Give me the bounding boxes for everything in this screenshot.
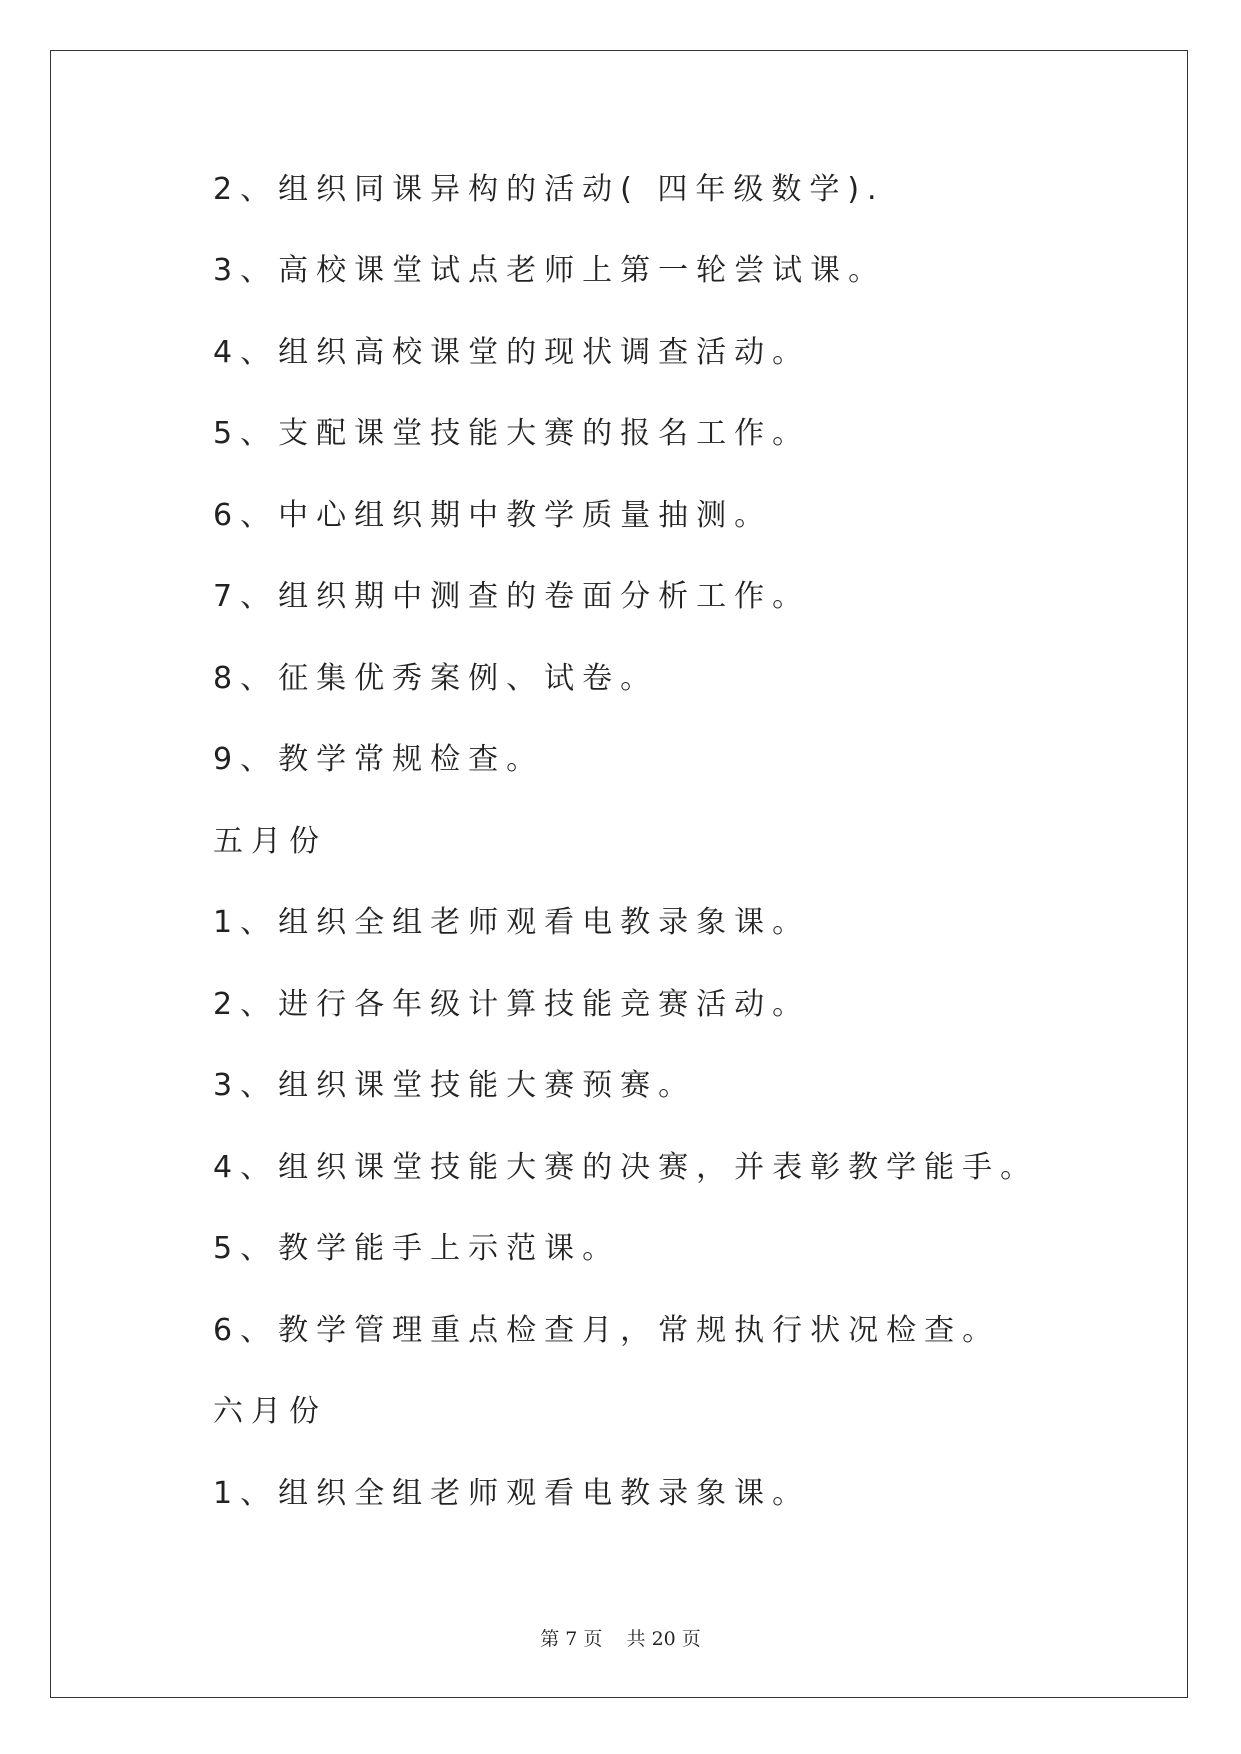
list-item: 5、支配课堂技能大赛的报名工作。 [213,416,811,451]
list-item: 6、教学管理重点检查月，常规执行状况检查。 [213,1313,1001,1348]
list-item: 4、组织高校课堂的现状调查活动。 [213,335,811,370]
list-item: 1、组织全组老师观看电教录象课。 [213,905,811,940]
list-item: 2、进行各年级计算技能竞赛活动。 [213,987,811,1022]
list-item: 5、教学能手上示范课。 [213,1231,621,1266]
list-item: 8、征集优秀案例、试卷。 [213,661,659,696]
list-item: 6、中心组织期中教学质量抽测。 [213,498,773,533]
page-total: 共 20 页 [626,1628,701,1650]
list-item: 7、组织期中测查的卷面分析工作。 [213,579,811,614]
section-heading: 五月份 [213,824,327,859]
list-item: 9、教学常规检查。 [213,742,545,777]
list-item: 2、组织同课异构的活动( 四年级数学). [213,172,885,207]
list-item: 3、组织课堂技能大赛预赛。 [213,1068,697,1103]
list-item: 4、组织课堂技能大赛的决赛，并表彰教学能手。 [213,1150,1039,1185]
list-item: 1、组织全组老师观看电教录象课。 [213,1476,811,1511]
section-heading: 六月份 [213,1394,327,1429]
page-border [50,50,1188,1698]
page-number: 第 7 页 [540,1628,603,1650]
page-footer [0,1624,1241,1651]
list-item: 3、高校课堂试点老师上第一轮尝试课。 [213,253,887,288]
